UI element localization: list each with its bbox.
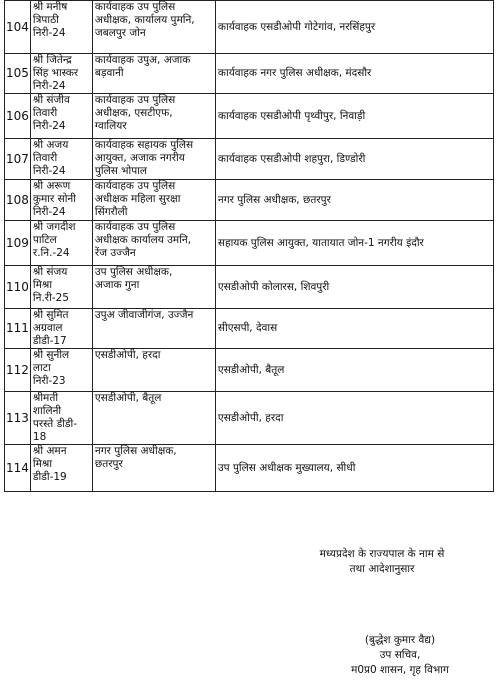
officer-name: श्री सुमित अग्रवाल डीडी-17 — [30, 309, 92, 349]
current-posting: कार्यवाहक उप पुलिस अधीक्षक महिला सुरक्षा सिंगरौली — [92, 180, 215, 221]
table-row — [5, 1, 494, 54]
current-posting: एसडीओपी, बैतूल — [92, 392, 215, 445]
order-authority-line2: तथा आदेशानुसार — [349, 563, 415, 575]
officer-name: श्री अरूण कुमार सोनी निरी-24 — [30, 180, 92, 221]
new-posting: सीएसपी, देवास — [215, 309, 493, 349]
new-posting: कार्यवाहक एसडीओपी पृथ्वीपुर, निवाड़ी — [215, 94, 493, 139]
new-posting: कार्यवाहक एसडीओपी गोटेगांव, नरसिंहपुर — [215, 1, 493, 54]
officer-name: श्री जितेन्द्र सिंह भास्कर निरी-24 — [30, 54, 92, 94]
table-row — [5, 180, 494, 221]
current-posting: एसडीओपी, हरदा — [92, 349, 215, 392]
serial-number: 111 — [5, 309, 31, 349]
serial-number: 113 — [5, 392, 31, 445]
serial-number: 108 — [5, 180, 31, 221]
current-posting: उप पुलिस अधीक्षक, अजाक गुना — [92, 266, 215, 309]
serial-number: 107 — [5, 139, 31, 180]
officer-name: श्रीमती शालिनी परस्ते डीडी- 18 — [30, 392, 92, 445]
new-posting: कार्यवाहक नगर पुलिस अधीक्षक, मंदसौर — [215, 54, 493, 94]
signatory-title: उप सचिव, — [379, 649, 421, 661]
current-posting: कार्यवाहक उप पुलिस अधीक्षक, एसटीएफ, ग्वालियर — [92, 94, 215, 139]
table-row — [5, 392, 494, 445]
table-row — [5, 349, 494, 392]
officer-name: श्री अमन मिश्रा डीडी-19 — [30, 445, 92, 492]
table-row — [5, 54, 494, 94]
new-posting: एसडीओपी, हरदा — [215, 392, 493, 445]
table-row — [5, 221, 494, 266]
current-posting: कार्यवाहक उपुअ, अजाक बड़वानी — [92, 54, 215, 94]
serial-number: 112 — [5, 349, 31, 392]
current-posting: नगर पुलिस अधीक्षक, छतरपुर — [92, 445, 215, 492]
current-posting: कार्यवाहक उप पुलिस अधीक्षक कार्यालय उमनि, रेंज उज्जैन — [92, 221, 215, 266]
new-posting: एसडीओपी कोलारस, शिवपुरी — [215, 266, 493, 309]
serial-number: 104 — [5, 1, 31, 54]
signatory-name: (बुद्धेश कुमार वैद्य) — [364, 634, 436, 646]
signatory-department: म0प्र0 शासन, गृह विभाग — [351, 664, 449, 676]
table-row — [5, 309, 494, 349]
table-row — [5, 94, 494, 139]
serial-number: 106 — [5, 94, 31, 139]
officer-name: श्री अजय तिवारी निरी-24 — [30, 139, 92, 180]
new-posting: एसडीओपी, बैतूल — [215, 349, 493, 392]
current-posting: कार्यवाहक सहायक पुलिस आयुक्त, अजाक नगरीय पुलिस भोपाल — [92, 139, 215, 180]
officer-name: श्री संजय मिश्रा नि.री-25 — [30, 266, 92, 309]
new-posting: नगर पुलिस अधीक्षक, छतरपुर — [215, 180, 493, 221]
serial-number: 109 — [5, 221, 31, 266]
officer-name: श्री संजीव तिवारी निरी-24 — [30, 94, 92, 139]
table-row — [5, 266, 494, 309]
new-posting: कार्यवाहक एसडीओपी शहपुरा, डिण्डोरी — [215, 139, 493, 180]
current-posting: कार्यवाहक उप पुलिस अधीक्षक, कार्यालय पुमनि, जबलपुर जोन — [92, 1, 215, 54]
serial-number: 114 — [5, 445, 31, 492]
current-posting: उपुअ जीवाजीगंज, उज्जैन — [92, 309, 215, 349]
serial-number: 110 — [5, 266, 31, 309]
new-posting: सहायक पुलिस आयुक्त, यातायात जोन-1 नगरीय इंदौर — [215, 221, 493, 266]
officer-name: श्री सुनील लाटा निरी-23 — [30, 349, 92, 392]
table-row — [5, 139, 494, 180]
table-row — [5, 445, 494, 492]
serial-number: 105 — [5, 54, 31, 94]
order-authority-line1: मध्यप्रदेश के राज्यपाल के नाम से — [319, 548, 445, 560]
officer-name: श्री जगदीश पाटिल र.नि.-24 — [30, 221, 92, 266]
new-posting: उप पुलिस अधीक्षक मुख्यालय, सीधी — [215, 445, 493, 492]
transfer-table — [4, 0, 494, 492]
table-body — [5, 1, 494, 492]
officer-name: श्री मनीष त्रिपाठी निरी-24 — [30, 1, 92, 54]
